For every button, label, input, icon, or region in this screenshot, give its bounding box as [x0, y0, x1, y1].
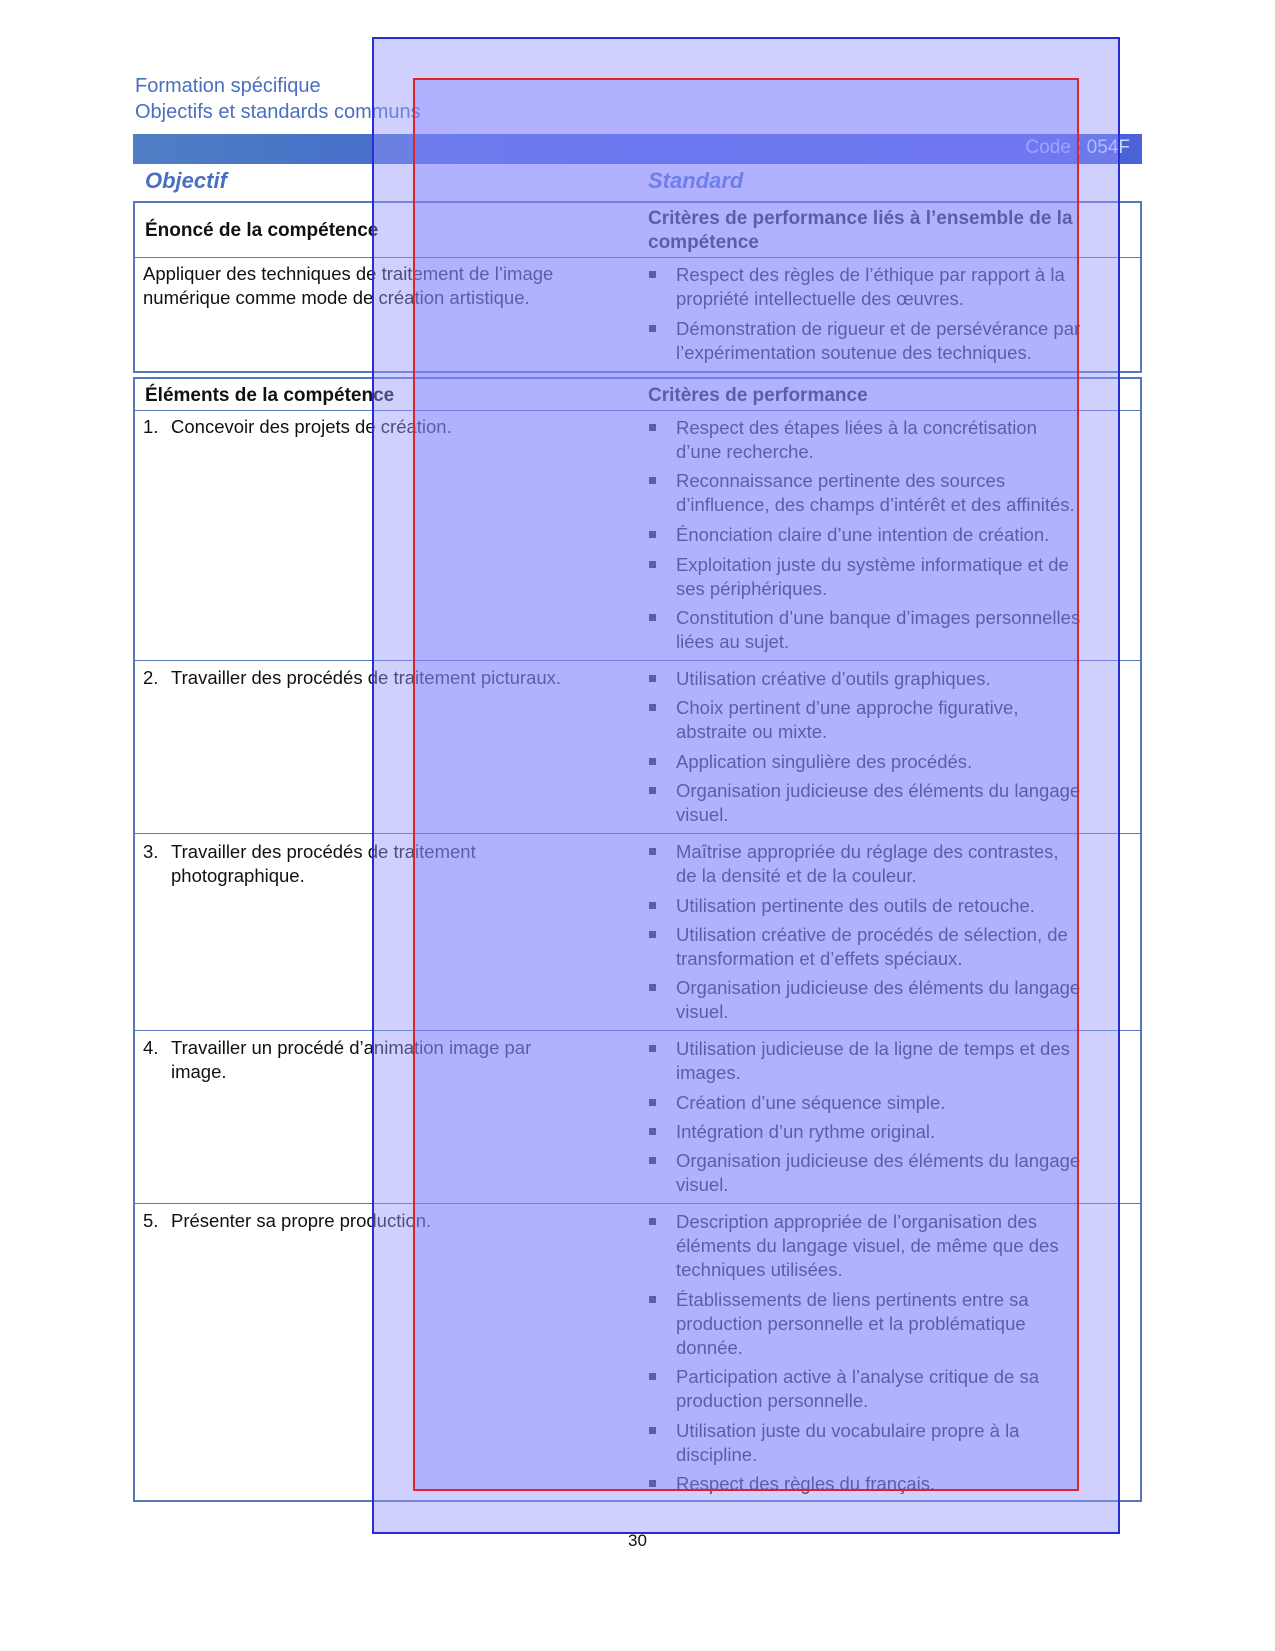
elements-label: Éléments de la compétence: [145, 385, 395, 406]
criterion-line: d’une recherche.: [676, 441, 814, 462]
objectif-heading: Objectif: [145, 168, 227, 193]
bullet-icon: [649, 984, 656, 991]
criterion: [676, 779, 1131, 827]
criterion-line: Établissements de liens pertinents entre sa: [676, 1289, 1029, 1310]
bullet-icon: [649, 675, 656, 682]
row-divider: [133, 1203, 1142, 1204]
elements-header-divider: [133, 410, 1142, 411]
criterion-line: Organisation judicieuse des éléments du langage: [676, 1150, 1081, 1171]
criterion-line: production personnelle et la problématique: [676, 1313, 1026, 1334]
criterion-line: Respect des règles du français.: [676, 1473, 936, 1494]
bullet-icon: [649, 848, 656, 855]
criterion-line: Application singulière des procédés.: [676, 751, 973, 772]
criterion: [676, 667, 1131, 691]
criterion: [676, 976, 1131, 1024]
enonce-text-2: numérique comme mode de création artistique.: [143, 287, 530, 308]
element-number: 3.: [143, 841, 159, 862]
element-2: [143, 666, 561, 690]
criterion: [676, 1419, 1131, 1467]
criterion-line: transformation et d’effets spéciaux.: [676, 948, 963, 969]
enonce-label: Énoncé de la compétence: [145, 220, 379, 241]
enonce-criteria-label-1: Critères de performance liés à l’ensemble de la: [648, 208, 1073, 229]
criterion-line: de la densité et de la couleur.: [676, 865, 917, 886]
bullet-icon: [649, 325, 656, 332]
bullet-icon: [649, 1157, 656, 1164]
section-subtitle: Objectifs et standards communs: [135, 101, 421, 123]
criterion: [676, 1365, 1131, 1413]
criterion-line: visuel.: [676, 804, 729, 825]
criterion-line: Utilisation pertinente des outils de retouche.: [676, 895, 1035, 916]
element-1: [143, 415, 452, 439]
criterion: [676, 606, 1131, 654]
criterion: [676, 1472, 1131, 1496]
element-text: Travailler des procédés de traitement picturaux.: [171, 667, 562, 688]
criterion-line: abstraite ou mixte.: [676, 721, 828, 742]
criterion-line: d’influence, des champs d’intérêt et des affinités.: [676, 494, 1075, 515]
enonce-criteria-label-2: compétence: [648, 232, 759, 253]
bullet-icon: [649, 1099, 656, 1106]
row-divider: [133, 1030, 1142, 1031]
criterion: [676, 840, 1131, 888]
criterion-line: Exploitation juste du système informatique et de: [676, 554, 1069, 575]
enonce-criterion: [676, 317, 1131, 365]
bullet-icon: [649, 1128, 656, 1135]
enonce-criterion: [676, 263, 1131, 311]
criterion-line: production personnelle.: [676, 1390, 869, 1411]
element-number: 1.: [143, 416, 159, 437]
criterion-line: Reconnaissance pertinente des sources: [676, 470, 1006, 491]
criterion: [676, 416, 1131, 464]
element-text: Travailler des procédés de traitement: [171, 841, 476, 862]
element-text: photographique.: [171, 865, 305, 886]
row-divider: [133, 660, 1142, 661]
course-code: Code : 054F: [1025, 137, 1130, 158]
criterion-line: visuel.: [676, 1001, 729, 1022]
criterion-line: Choix pertinent d’une approche figurative,: [676, 697, 1019, 718]
criterion-line: propriété intellectuelle des œuvres.: [676, 288, 964, 309]
bullet-icon: [649, 704, 656, 711]
element-number: 2.: [143, 667, 159, 688]
criterion-line: Respect des étapes liées à la concrétisation: [676, 417, 1037, 438]
row-divider: [133, 833, 1142, 834]
criterion: [676, 1091, 1131, 1115]
criterion-line: donnée.: [676, 1337, 743, 1358]
criterion-line: Respect des règles de l’éthique par rapport à la: [676, 264, 1065, 285]
criterion-line: Intégration d’un rythme original.: [676, 1121, 936, 1142]
criterion-line: Maîtrise appropriée du réglage des contrastes,: [676, 841, 1059, 862]
criterion: [676, 553, 1131, 601]
bullet-icon: [649, 787, 656, 794]
criterion: [676, 469, 1131, 517]
enonce-divider: [133, 257, 1142, 258]
code-bar: [133, 134, 1142, 164]
bullet-icon: [649, 424, 656, 431]
criterion-line: images.: [676, 1062, 741, 1083]
criterion-line: Utilisation créative de procédés de sélection, de: [676, 924, 1068, 945]
criterion: [676, 1120, 1131, 1144]
bullet-icon: [649, 1427, 656, 1434]
section-title: Formation spécifique: [135, 75, 321, 97]
standard-heading: Standard: [648, 168, 744, 193]
criterion-line: Constitution d’une banque d’images personnelles: [676, 607, 1081, 628]
criterion-line: discipline.: [676, 1444, 758, 1465]
criterion: [676, 750, 1131, 774]
criterion-line: Énonciation claire d’une intention de création.: [676, 524, 1050, 545]
bullet-icon: [649, 1373, 656, 1380]
bullet-icon: [649, 1296, 656, 1303]
elements-criteria-label: Critères de performance: [648, 385, 868, 406]
criterion-line: techniques utilisées.: [676, 1259, 843, 1280]
enonce-text-1: Appliquer des techniques de traitement de l’image: [143, 263, 554, 284]
criterion: [676, 923, 1131, 971]
bullet-icon: [649, 1218, 656, 1225]
bullet-icon: [649, 758, 656, 765]
criterion-line: Description appropriée de l’organisation des: [676, 1211, 1037, 1232]
bullet-icon: [649, 271, 656, 278]
element-text: image.: [171, 1061, 227, 1082]
criterion-line: Utilisation juste du vocabulaire propre à la: [676, 1420, 1020, 1441]
bullet-icon: [649, 477, 656, 484]
element-number: 5.: [143, 1210, 159, 1231]
criterion-line: Utilisation créative d’outils graphiques.: [676, 668, 991, 689]
element-text: Concevoir des projets de création.: [171, 416, 452, 437]
element-text: Présenter sa propre production.: [171, 1210, 432, 1231]
page-number: 30: [628, 1531, 647, 1550]
bullet-icon: [649, 1045, 656, 1052]
criterion-line: éléments du langage visuel, de même que des: [676, 1235, 1059, 1256]
criterion-line: l’expérimentation soutenue des techniques.: [676, 342, 1032, 363]
bullet-icon: [649, 614, 656, 621]
criterion-line: Démonstration de rigueur et de persévérance par: [676, 318, 1081, 339]
criterion: [676, 523, 1131, 547]
bullet-icon: [649, 931, 656, 938]
criterion: [676, 1037, 1131, 1085]
criterion-line: visuel.: [676, 1174, 729, 1195]
bullet-icon: [649, 531, 656, 538]
element-number: 4.: [143, 1037, 159, 1058]
bullet-icon: [649, 561, 656, 568]
criterion-line: liées au sujet.: [676, 631, 790, 652]
bullet-icon: [649, 1480, 656, 1487]
criterion-line: Participation active à l’analyse critique de sa: [676, 1366, 1039, 1387]
element-3: [143, 840, 476, 888]
criterion: [676, 696, 1131, 744]
criterion-line: Organisation judicieuse des éléments du langage: [676, 977, 1081, 998]
criterion-line: Utilisation judicieuse de la ligne de temps et des: [676, 1038, 1070, 1059]
criterion: [676, 894, 1131, 918]
criterion-line: Création d’une séquence simple.: [676, 1092, 946, 1113]
element-text: Travailler un procédé d’animation image par: [171, 1037, 532, 1058]
criterion: [676, 1210, 1131, 1282]
criterion: [676, 1149, 1131, 1197]
bullet-icon: [649, 902, 656, 909]
criterion-line: Organisation judicieuse des éléments du langage: [676, 780, 1081, 801]
element-5: [143, 1209, 431, 1233]
element-4: [143, 1036, 531, 1084]
criterion: [676, 1288, 1131, 1360]
criterion-line: ses périphériques.: [676, 578, 828, 599]
